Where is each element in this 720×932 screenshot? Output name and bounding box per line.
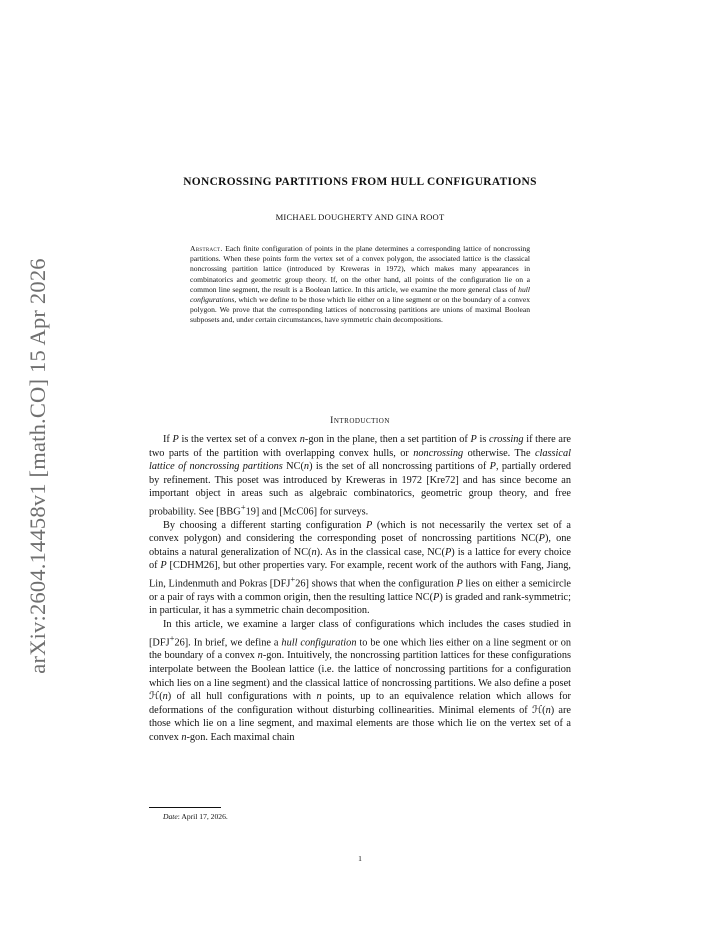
body-text — [149, 433, 571, 744]
page-number: 1 — [358, 854, 362, 863]
paragraph-3: In this article, we examine a larger class of configurations which includes the cases studied in [DFJ+26]. In brief, we define a hull configuration to be one which lies either on a line segment or on the boundary of a convex n-gon. Intuitively, the noncrossing partition lattices for these configurations interpolate between the Boolean lattice (i.e. the lattice of noncrossing partitions for a configuration which lies on a line segment) and the classical lattice of noncrossing partitions. We also define a poset ℋ(n) of all hull configurations with n points, up to an equivalence relation which allows for deformations of the configuration without disturbing collinearities. Minimal elements of ℋ(n) are those which lie on a line segment, and maximal elements are those which lie on the vertex set of a convex n-gon. Each maximal chain — [149, 618, 572, 743]
footnote-rule — [149, 807, 221, 808]
paper-title: NONCROSSING PARTITIONS FROM HULL CONFIGURATIONS — [183, 176, 537, 188]
footnote-text: : April 17, 2026. — [177, 812, 228, 821]
paragraph-2: By choosing a different starting configuration P (which is not necessarily the vertex set of a convex polygon) and considering the corresponding poset of noncrossing partitions NC(P), one obtains a natural generalization of NC(n). As in the classical case, NC(P) is a lattice for every choice of P [CDHM26], but other properties vary. For example, recent work of the authors with Fang, Jiang, Lin, Lindenmuth and Pokras [DFJ+26] shows that when the configuration P lies on either a semicircle or a pair of rays with a common origin, then the resulting lattice NC(P) is graded and rank-symmetric; in particular, it has a symmetric chain decomposition. — [149, 519, 571, 617]
abstract — [190, 244, 530, 326]
abstract-emphasis: hull configurations — [190, 284, 530, 305]
section-heading-introduction: Introduction — [330, 415, 390, 426]
footnote-label: Date — [163, 812, 178, 821]
paragraph-1: If P is the vertex set of a convex n-gon in the plane, then a set partition of P is crossing if there are two parts of the partition with overlapping convex hulls, or noncrossing otherwise. The classical lattice of noncrossing partitions NC(n) is the set of all noncrossing partitions of P, partially ordered by refinement. This poset was introduced by Kreweras in 1972 [Kre72] and has since become an important object in areas such as algebraic combinatorics, geometric group theory, and free probability. See [BBG+19] and [McC06] for surveys. — [149, 434, 571, 518]
abstract-text: , which we define to be those which lie either on a line segment or on the boundary of a convex polygon. We prove that the corresponding lattices of noncrossing partitions are unions of maximal Boolean subposets and, under certain circumstances, have symmetric chain decompositions. — [190, 295, 530, 325]
author-list: MICHAEL DOUGHERTY AND GINA ROOT — [275, 212, 445, 222]
arxiv-identifier: arXiv:2604.14458v1 [math.CO] 15 Apr 2026 — [25, 258, 50, 674]
abstract-label: Abstract. — [190, 244, 223, 253]
date-footnote — [163, 812, 228, 821]
abstract-text: Each finite configuration of points in the plane determines a corresponding lattice of noncrossing partitions. When these points form the vertex set of a convex polygon, the associated lattice is the classical noncrossing partition lattice (introduced by Kreweras in 1972), which makes many appearances in combinatorics and geometric group theory. If, on the other hand, all points of the configuration lie on a common line segment, the result is a Boolean lattice. In this article, we examine the more general class of — [190, 244, 530, 294]
